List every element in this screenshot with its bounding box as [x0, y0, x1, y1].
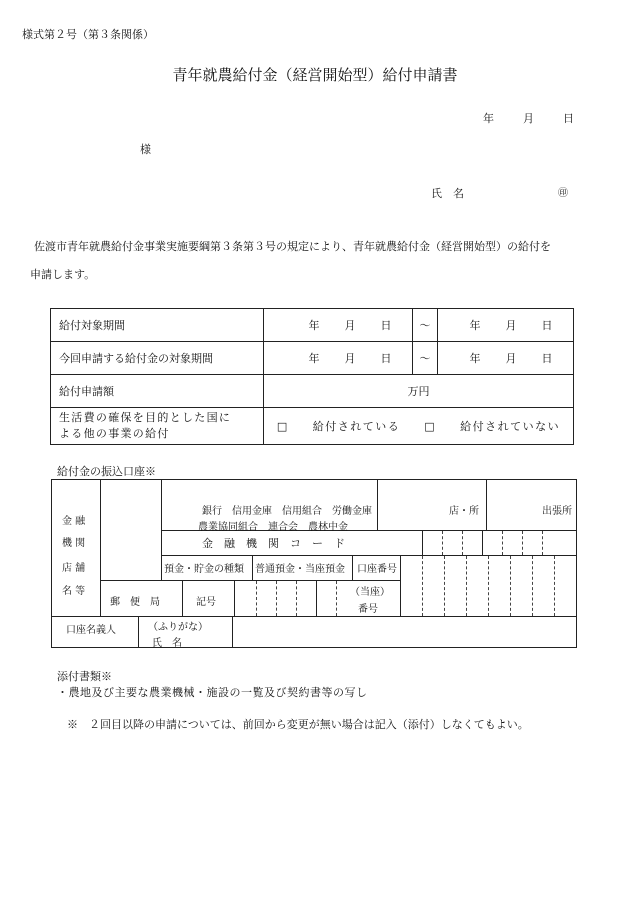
form-number: 様式第２号（第３条関係） [22, 28, 154, 41]
label-other-benefit-line2: よる他の事業の給付 [59, 427, 170, 440]
amount-unit: 万円 [407, 385, 430, 398]
current-period-start[interactable] [264, 342, 413, 375]
period-end[interactable] [438, 309, 574, 342]
symbol-label: 記号 [196, 597, 216, 608]
year-label: 年 [308, 352, 320, 365]
bank-types-line2: 農業協同組合 連合会 農林中金 [198, 522, 348, 533]
sub-branch-label: 出張所 [542, 506, 572, 517]
bank-section-title: 給付金の振込口座※ [57, 465, 156, 478]
tilde: ～ [413, 309, 438, 342]
month-label: 月 [505, 319, 517, 332]
note-text: ※ ２回目以降の申請については、前回から変更が無い場合は記入（添付）しなくてもよい。 [67, 718, 529, 731]
option-not-received: 給付されていない [460, 420, 561, 433]
month-label: 月 [344, 319, 356, 332]
side-label-1: 金 融 [62, 516, 86, 527]
label-target-period: 給付対象期間 [51, 309, 264, 342]
day-label: 日 [380, 319, 392, 332]
body-text [30, 233, 614, 289]
table-row [51, 342, 574, 375]
month-label: 月 [505, 352, 517, 365]
attachment-item: ・農地及び主要な農業機械・施設の一覧及び契約書等の写し [57, 686, 368, 699]
day-label: 日 [380, 352, 392, 365]
month-label: 月 [344, 352, 356, 365]
label-other-benefit-line1: 生活費の確保を目的とした国に [59, 411, 232, 424]
checkbox-not-received-icon[interactable]: □ [424, 420, 437, 433]
body-text-line1: 佐渡市青年就農給付金事業実施要綱第３条第３号の規定により、青年就農給付金（経営開始型）の給付を [34, 240, 551, 253]
option-received: 給付されている [312, 420, 401, 433]
label-current-period: 今回申請する給付金の対象期間 [51, 342, 264, 375]
branch-label: 店・所 [449, 506, 479, 517]
bank-account-block [51, 479, 577, 648]
account-holder-label: 口座名義人 [66, 625, 116, 636]
period-start[interactable] [264, 309, 413, 342]
label-other-benefit [51, 408, 264, 445]
side-label-2: 機 関 [62, 538, 86, 549]
day-label: 日 [541, 352, 553, 365]
label-amount: 給付申請額 [51, 375, 264, 408]
bank-types-line1: 銀行 信用金庫 信用組合 労働金庫 [202, 506, 372, 517]
table-row [51, 375, 574, 408]
current-account-label: （当座） [350, 587, 390, 598]
checkbox-received-icon[interactable]: □ [276, 420, 289, 433]
seal-mark: ㊞ [558, 188, 568, 199]
year-label: 年 [308, 319, 320, 332]
day-label: 日 [541, 319, 553, 332]
postal-label: 郵 便 局 [110, 597, 160, 608]
side-label-4: 名 等 [62, 586, 86, 597]
addressee-suffix: 様 [140, 143, 151, 156]
body-text-line2: 申請します。 [30, 268, 96, 281]
deposit-type-value[interactable]: 普通預金・当座預金 [255, 564, 345, 575]
application-table [50, 308, 574, 445]
date-day-label: 日 [563, 112, 574, 125]
tilde: ～ [413, 342, 438, 375]
date-month-label: 月 [523, 112, 534, 125]
year-label: 年 [469, 319, 481, 332]
current-period-end[interactable] [438, 342, 574, 375]
bank-code-label: 金 融 機 関 コ ー ド [202, 537, 345, 550]
attachments-title: 添付書類※ [57, 670, 112, 683]
date-line [483, 110, 574, 126]
number-label: 番号 [358, 604, 378, 615]
amount-field[interactable] [264, 375, 574, 408]
furigana-label: （ふりがな） [148, 622, 208, 633]
side-label-3: 店 舗 [62, 563, 86, 574]
date-year-label: 年 [483, 112, 494, 125]
deposit-type-label: 預金・貯金の種類 [164, 564, 244, 575]
applicant-name-label: 氏 名 [431, 187, 464, 200]
account-number-label: 口座番号 [357, 564, 397, 575]
other-benefit-options [264, 408, 574, 445]
table-row [51, 309, 574, 342]
year-label: 年 [469, 352, 481, 365]
table-row [51, 408, 574, 445]
page-title: 青年就農給付金（経営開始型）給付申請書 [172, 66, 458, 84]
holder-name-label: 氏 名 [152, 638, 182, 649]
